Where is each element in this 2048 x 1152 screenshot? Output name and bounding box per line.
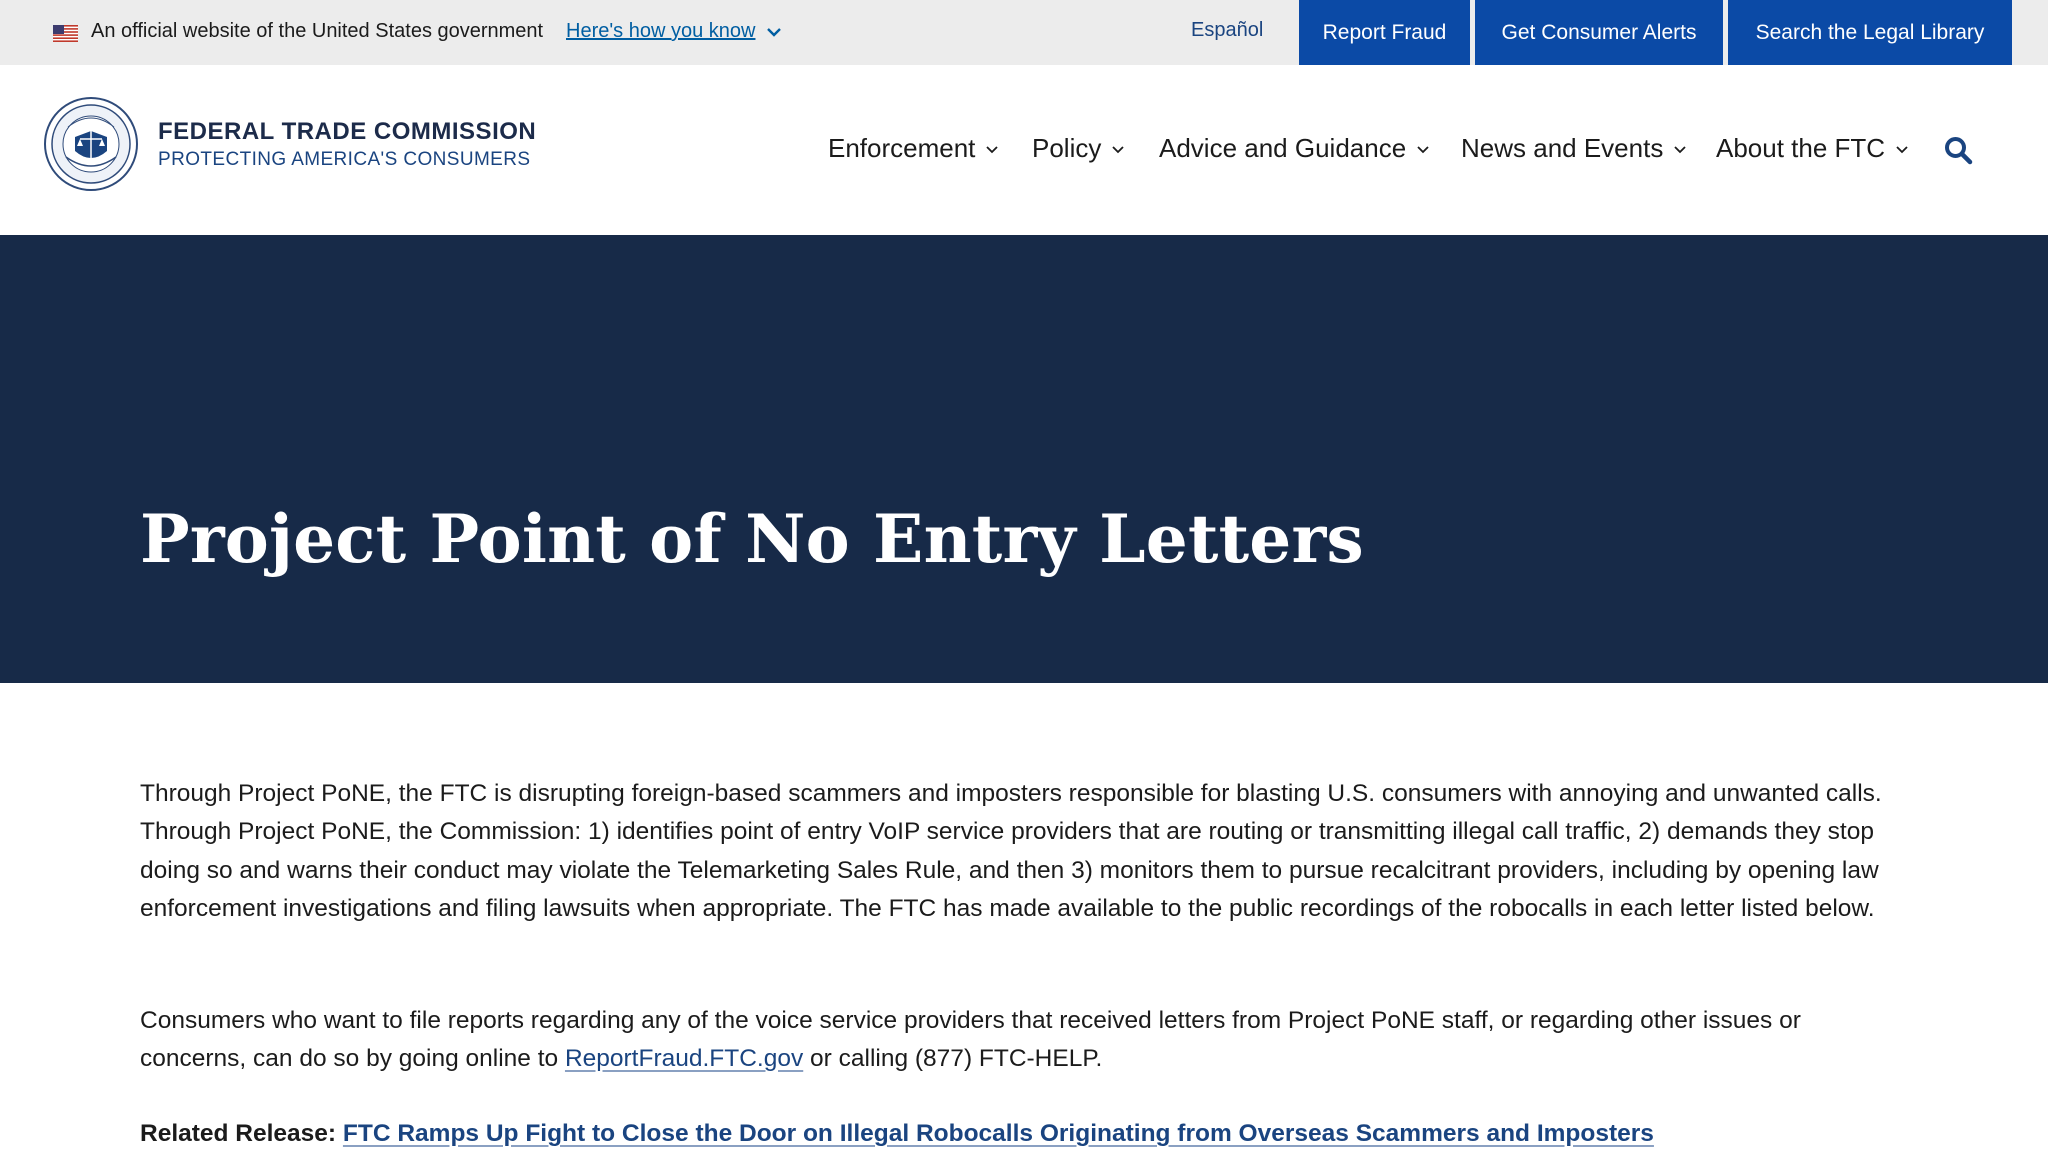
search-icon[interactable] (1943, 135, 1973, 165)
nav-label: News and Events (1461, 133, 1664, 163)
related-release-link[interactable]: FTC Ramps Up Fight to Close the Door on Illegal Robocalls Originating from Overseas Scammers and Imposters (342, 1120, 1654, 1147)
us-flag-icon (53, 25, 78, 42)
nav-news-events[interactable] (1461, 133, 1687, 164)
report-text-before: Consumers who want to file reports regarding any of the voice service providers that received letters from Project PoNE staff, or regarding other issues or concerns, can do so by going online to (140, 1007, 1801, 1073)
nav-label: Advice and Guidance (1159, 133, 1407, 163)
site-header (0, 65, 2048, 235)
consumer-alerts-button[interactable]: Get Consumer Alerts (1475, 0, 1723, 65)
chevron-down-icon (1895, 145, 1909, 155)
page-title: Project Point of No Entry Letters (140, 500, 1364, 578)
reportfraud-link[interactable]: ReportFraud.FTC.gov (564, 1045, 804, 1073)
chevron-down-icon (1673, 145, 1687, 155)
related-release-label: Related Release: (140, 1120, 337, 1147)
heres-how-you-know-link[interactable]: Here's how you know (566, 20, 756, 42)
nav-label: Policy (1032, 133, 1102, 163)
report-paragraph (140, 1002, 1910, 1079)
related-release (140, 1115, 1940, 1152)
nav-label: About the FTC (1716, 133, 1886, 163)
org-tagline: PROTECTING AMERICA'S CONSUMERS (158, 149, 531, 170)
chevron-down-icon (1416, 145, 1430, 155)
intro-paragraph: Through Project PoNE, the FTC is disrupting foreign-based scammers and imposters responsible for blasting U.S. consumers with annoying and unwanted calls. Through Project PoNE, the Commission: 1) identifies point of entry VoIP service providers that are routing or transmitting illegal call traffic, 2) demands they stop doing so and warns their conduct may violate the Telemarketing Sales Rule, and then 3) monitors them to pursue recalcitrant providers, including by opening law enforcement investigations and filing lawsuits when appropriate. The FTC has made available to the public recordings of the robocalls in each letter listed below. (140, 780, 1882, 922)
org-name[interactable]: FEDERAL TRADE COMMISSION (158, 118, 537, 145)
nav-policy[interactable] (1032, 133, 1125, 164)
ftc-seal-logo[interactable] (44, 97, 138, 191)
nav-enforcement[interactable] (828, 133, 999, 164)
chevron-down-icon (1111, 145, 1125, 155)
nav-about-ftc[interactable] (1716, 133, 1909, 164)
hero-banner (0, 235, 2048, 683)
official-website-text: An official website of the United States government (91, 20, 544, 42)
gov-banner (0, 0, 2048, 65)
espanol-link[interactable]: Español (1191, 19, 1264, 41)
nav-advice-guidance[interactable] (1159, 133, 1430, 164)
nav-label: Enforcement (828, 133, 976, 163)
chevron-down-icon (985, 145, 999, 155)
report-text-after: or calling (877) FTC-HELP. (810, 1045, 1103, 1073)
report-fraud-button[interactable]: Report Fraud (1299, 0, 1470, 65)
chevron-down-icon[interactable] (766, 26, 782, 38)
legal-library-button[interactable]: Search the Legal Library (1728, 0, 2012, 65)
